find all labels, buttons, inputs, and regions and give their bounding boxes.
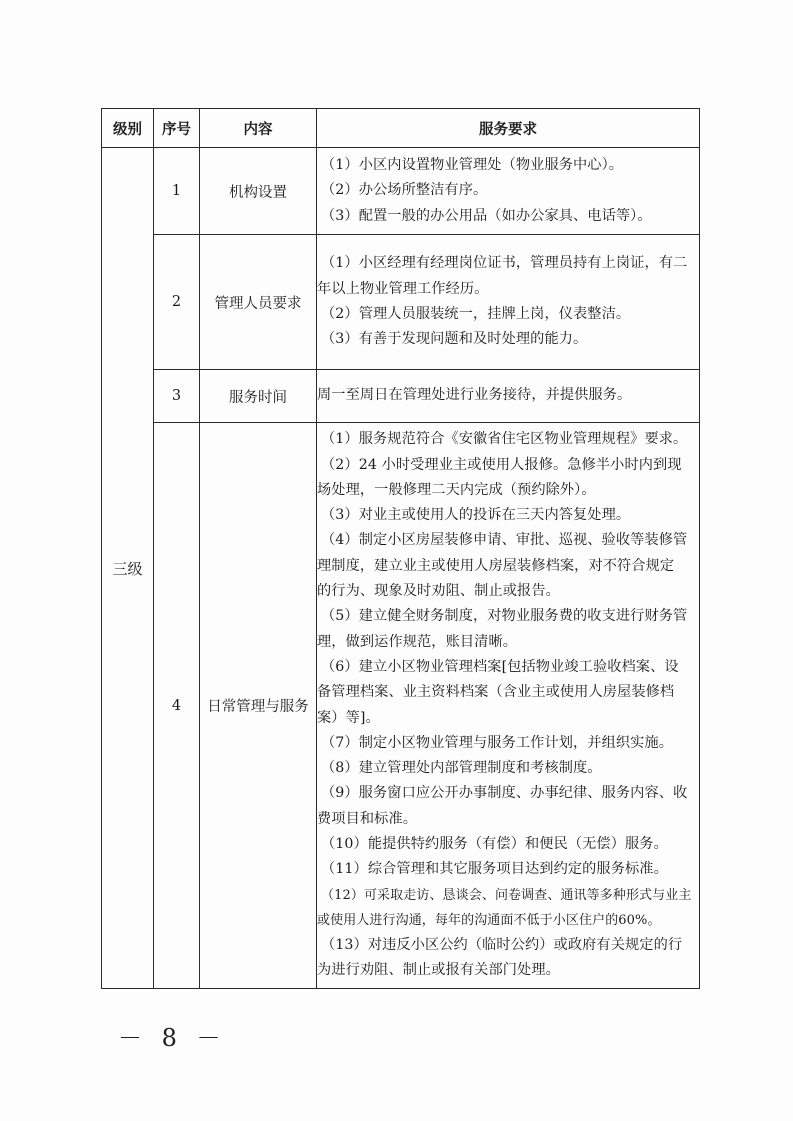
requirement-line: （12）可采取走访、恳谈会、问卷调查、通讯等多种形式与业主 — [321, 887, 692, 903]
requirement-line: （3）有善于发现问题和及时处理的能力。 — [321, 331, 588, 348]
table-row — [102, 370, 700, 423]
content-cell: 机构设置 — [200, 148, 317, 235]
requirement-line: （8）建立管理处内部管理制度和考核制度。 — [321, 760, 602, 777]
requirement-line: （11）综合管理和其它服务项目达到约定的服务标准。 — [321, 861, 668, 878]
page-number: － 8 － — [118, 1024, 227, 1052]
seq-cell: 4 — [154, 423, 200, 989]
table-row — [102, 148, 700, 235]
requirement-line: （7）制定小区物业管理与服务工作计划，并组织实施。 — [321, 734, 674, 751]
requirement-line: 理制度，建立业主或使用人房屋装修档案，对不符合规定 — [317, 557, 675, 574]
content-cell: 日常管理与服务 — [200, 423, 317, 989]
requirement-line: （10）能提供特约服务（有偿）和便民（无偿）服务。 — [321, 835, 668, 852]
level-cell: 三级 — [102, 148, 154, 989]
requirement-line: （2）24 小时受理业主或使用人报修。急修半小时内到现 — [321, 456, 682, 473]
table-row — [102, 235, 700, 370]
requirement-line: 场处理，一般修理二天内完成（预约除外）。 — [317, 481, 596, 498]
requirement-line: （6）建立小区物业管理档案[包括物业竣工验收档案、设 — [321, 658, 679, 675]
requirements-cell — [317, 423, 700, 989]
seq-cell: 2 — [154, 235, 200, 370]
table-row — [102, 423, 700, 989]
requirement-line: （1）小区内设置物业管理处（物业服务中心）。 — [321, 157, 624, 174]
requirement-line: （2）办公场所整洁有序。 — [321, 182, 488, 199]
requirement-line: 周一至周日在管理处进行业务接待，并提供服务。 — [317, 387, 632, 404]
requirement-line: 年以上物业管理工作经历。 — [317, 280, 489, 297]
content-cell: 服务时间 — [200, 370, 317, 423]
requirements-cell — [317, 235, 700, 370]
requirement-line: （5）建立健全财务制度，对物业服务费的收支进行财务管 — [321, 608, 688, 625]
requirement-line: 或使用人进行沟通，每年的沟通面不低于小区住户的60%。 — [317, 912, 661, 928]
requirement-line: 理，做到运作规范，账目清晰。 — [317, 633, 518, 650]
header-content: 内容 — [200, 109, 317, 148]
table-header-row — [102, 109, 700, 148]
content-cell: 管理人员要求 — [200, 235, 317, 370]
header-level: 级别 — [102, 109, 154, 148]
requirement-line: 为进行劝阻、制止或报有关部门处理。 — [317, 962, 560, 979]
requirement-line: 备管理档案、业主资料档案（含业主或使用人房屋装修档 — [317, 684, 675, 701]
header-requirements: 服务要求 — [317, 109, 700, 148]
requirement-line: （4）制定小区房屋装修申请、审批、巡视、验收等装修管 — [321, 532, 688, 549]
requirement-line: （1）服务规范符合《安徽省住宅区物业管理规程》要求。 — [321, 431, 688, 448]
requirement-line: 案）等]。 — [317, 709, 380, 726]
requirement-line: （1）小区经理有经理岗位证书，管理员持有上岗证，有二 — [321, 255, 688, 272]
requirement-line: （3）对业主或使用人的投诉在三天内答复处理。 — [321, 507, 631, 524]
requirement-line: （13）对违反小区公约（临时公约）或政府有关规定的行 — [321, 937, 683, 954]
requirements-cell — [317, 148, 700, 235]
requirements-cell — [317, 370, 700, 423]
requirement-line: （2）管理人员服装统一，挂牌上岗，仪表整洁。 — [321, 306, 631, 322]
requirement-line: （3）配置一般的办公用品（如办公家具、电话等）。 — [321, 207, 652, 224]
requirement-line: 的行为、现象及时劝阻、制止或报告。 — [317, 583, 560, 600]
seq-cell: 1 — [154, 148, 200, 235]
requirement-line: （9）服务窗口应公开办事制度、办事纪律、服务内容、收 — [321, 785, 688, 802]
header-seq: 序号 — [154, 109, 200, 148]
requirement-line: 费项目和标准。 — [317, 810, 418, 827]
seq-cell: 3 — [154, 370, 200, 423]
service-standard-table — [101, 108, 700, 989]
